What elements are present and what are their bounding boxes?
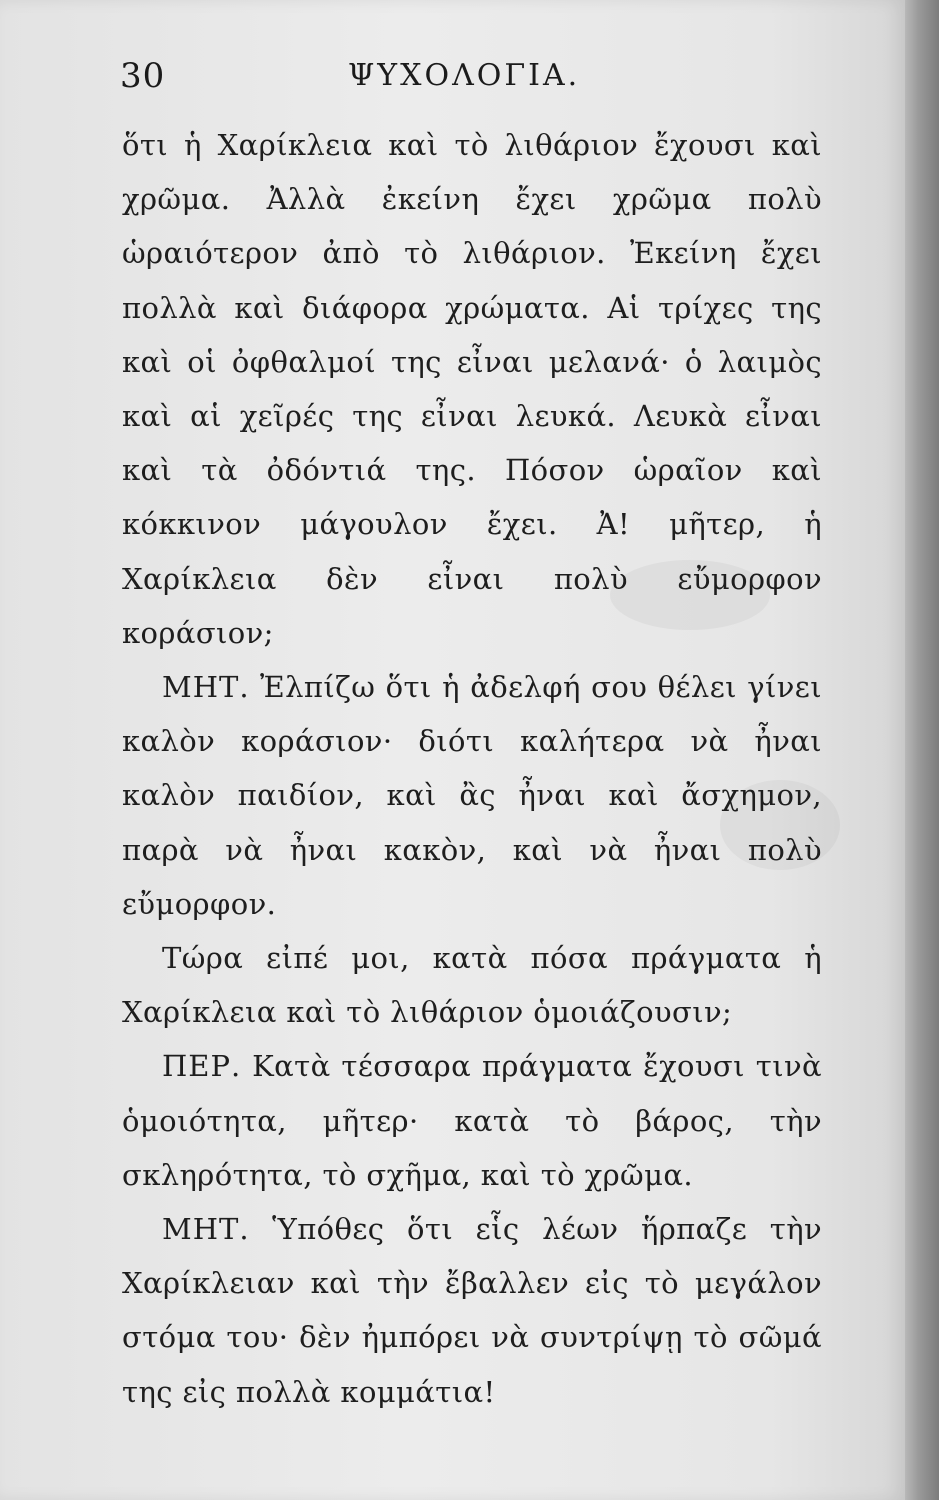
paragraph-text: Τώρα εἰπέ μοι, κατὰ πόσα πράγματα ἡ Χαρίκλεια καὶ τὸ λιθάριον ὁμοιάζουσιν; (122, 941, 822, 1030)
speaker-label: ΠΕΡ. (162, 1049, 242, 1084)
running-title: ΨΥΧΟΛΟΓΙΑ. (348, 58, 581, 93)
paragraph-dialogue (122, 931, 822, 1039)
page-edge-shadow (905, 0, 939, 1500)
page-number: 30 (120, 56, 166, 96)
paragraph-text: Κατὰ τέσσαρα πράγματα ἔχουσι τινὰ ὁμοιότητα, μῆτερ· κατὰ τὸ βάρος, τὴν σκληρότητα, τὸ σχῆμα, καὶ τὸ χρῶμα. (122, 1049, 822, 1192)
speaker-label: ΜΗΤ. (162, 670, 250, 705)
page-header (120, 56, 840, 106)
body-text (122, 118, 822, 1419)
paragraph-text: Ἐλπίζω ὅτι ἡ ἀδελφή σου θέλει γίνει καλὸν κοράσιον· διότι καλήτερα νὰ ἦναι καλὸν παιδίον, καὶ ἂς ἦναι καὶ ἄσχημον, παρὰ νὰ ἦναι κακὸν, καὶ νὰ ἦναι πολὺ εὔμορφον. (122, 670, 822, 921)
paragraph-continuation (122, 118, 822, 660)
paragraph-dialogue (122, 1039, 822, 1202)
paragraph-text: ὅτι ἡ Χαρίκλεια καὶ τὸ λιθάριον ἔχουσι καὶ χρῶμα. Ἀλλὰ ἐκείνη ἔχει χρῶμα πολὺ ὡραιότερον ἀπὸ τὸ λιθάριον. Ἐκείνη ἔχει πολλὰ καὶ διάφορα χρώματα. Αἱ τρίχες της καὶ οἱ ὀφθαλμοί της εἶναι μελανά· ὁ λαιμὸς καὶ αἱ χεῖρές της εἶναι λευκά. Λευκὰ εἶναι καὶ τὰ ὀδόντιά της. Πόσον ὡραῖον καὶ κόκκινον μάγουλον ἔχει. Ἀ! μῆτερ, ἡ Χαρίκλεια δὲν εἶναι πολὺ εὔμορφον κοράσιον; (122, 128, 822, 650)
paragraph-text: Ὑπόθες ὅτι εἷς λέων ἥρπαζε τὴν Χαρίκλειαν καὶ τὴν ἔβαλλεν εἰς τὸ μεγάλον στόμα του· δὲν ἠμπόρει νὰ συντρίψῃ τὸ σῶμά της εἰς πολλὰ κομμάτια! (122, 1212, 822, 1409)
speaker-label: ΜΗΤ. (162, 1212, 250, 1247)
paragraph-dialogue (122, 1202, 822, 1419)
paragraph-dialogue (122, 660, 822, 931)
